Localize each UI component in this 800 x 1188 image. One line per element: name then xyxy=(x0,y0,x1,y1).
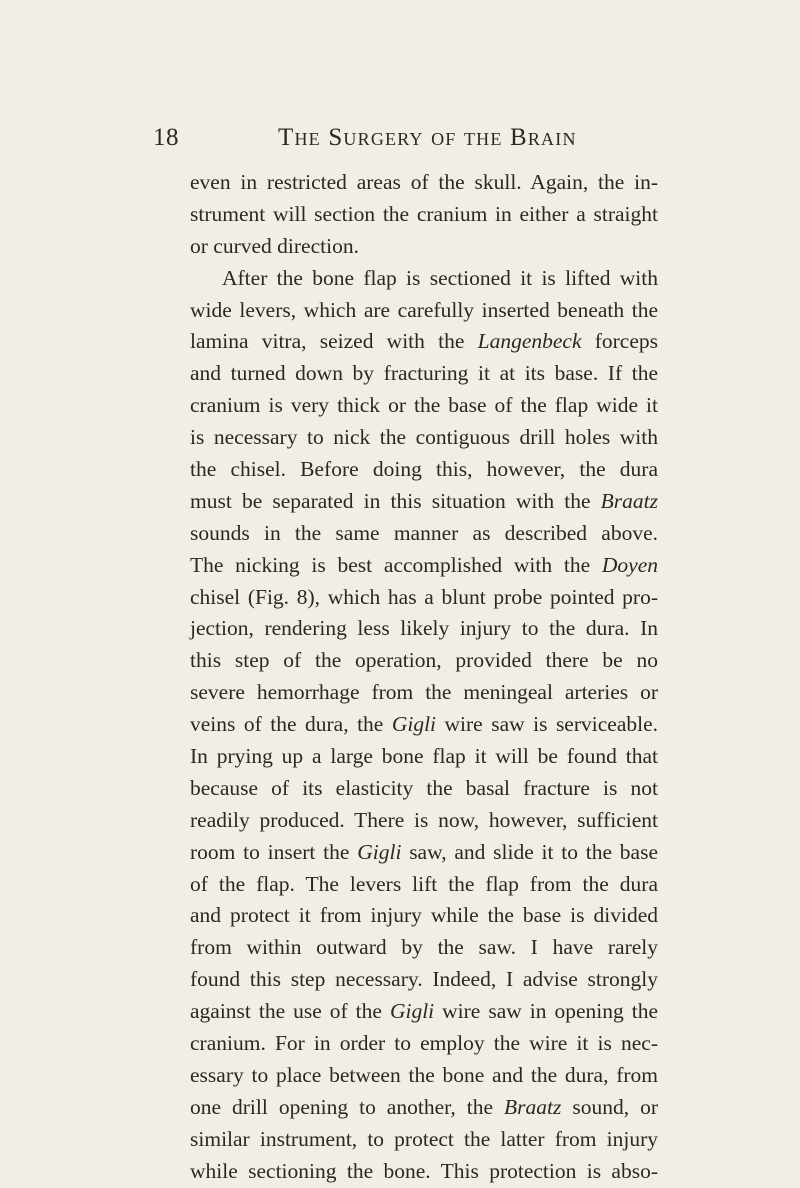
text-line xyxy=(190,454,658,486)
italic-term: Gigli xyxy=(357,839,402,864)
italic-term: Braatz xyxy=(600,488,658,513)
page-number: 18 xyxy=(153,124,179,151)
italic-term: Braatz xyxy=(504,1094,562,1119)
text-line xyxy=(190,518,658,550)
text-run: and turned down by fracturing it at its base. If the xyxy=(190,361,658,386)
text-line xyxy=(190,932,658,964)
text-run: jection, rendering less likely injury to the dura. In xyxy=(190,616,658,641)
text-run: must be separated in this situation with the xyxy=(190,488,601,513)
text-line xyxy=(190,1124,658,1156)
text-run: one drill opening to another, the xyxy=(190,1094,505,1119)
text-run: against the use of the xyxy=(190,999,390,1024)
text-line xyxy=(190,390,658,422)
text-run: After the bone flap is sectioned it is lifted with xyxy=(222,265,658,290)
text-run: saw, and slide it to the base xyxy=(401,839,659,864)
text-line xyxy=(190,1156,658,1188)
text-line xyxy=(190,964,658,996)
text-run: lamina vitra, seized with the xyxy=(190,329,478,354)
text-run: readily produced. There is now, however, sufficient xyxy=(190,807,658,832)
text-line xyxy=(190,1092,658,1124)
text-line xyxy=(190,199,658,231)
text-run: veins of the dura, the xyxy=(190,712,392,737)
text-run: essary to place between the bone and the dura, from xyxy=(190,1062,658,1087)
text-run: cranium. For in order to employ the wire it is nec- xyxy=(190,1031,658,1056)
text-line xyxy=(190,486,658,518)
body-text xyxy=(190,167,658,1188)
text-run: sound, or xyxy=(561,1094,658,1119)
text-run: severe hemorrhage from the meningeal arteries or xyxy=(190,680,658,705)
text-line xyxy=(190,613,658,645)
text-line xyxy=(190,326,658,358)
text-line xyxy=(190,550,658,582)
text-line xyxy=(190,231,658,263)
text-run: is necessary to nick the contiguous drill holes with xyxy=(190,425,658,450)
text-run: wire saw in opening the xyxy=(434,999,658,1024)
text-run: In prying up a large bone flap it will be found that xyxy=(190,744,658,769)
text-line xyxy=(190,869,658,901)
text-run: wide levers, which are carefully inserted beneath the xyxy=(190,297,658,322)
text-run: forceps xyxy=(581,329,658,354)
text-run: similar instrument, to protect the latter from injury xyxy=(190,1126,658,1151)
text-line xyxy=(190,1028,658,1060)
italic-term: Gigli xyxy=(391,712,437,737)
text-line xyxy=(190,709,658,741)
text-line xyxy=(190,773,658,805)
text-line xyxy=(190,805,658,837)
text-line xyxy=(190,167,658,199)
text-line xyxy=(190,645,658,677)
page-header xyxy=(153,124,713,164)
text-line xyxy=(190,1060,658,1092)
text-line xyxy=(190,677,658,709)
text-line xyxy=(190,263,658,295)
text-run: The nicking is best accomplished with the xyxy=(190,552,602,577)
text-run: wire saw is serviceable. xyxy=(436,712,659,737)
italic-term: Langenbeck xyxy=(477,329,582,354)
text-run: from within outward by the saw. I have rarely xyxy=(190,935,658,960)
text-line xyxy=(190,741,658,773)
text-run: the chisel. Before doing this, however, the dura xyxy=(190,457,658,482)
text-run: cranium is very thick or the base of the flap wide it xyxy=(190,393,658,418)
text-run: because of its elasticity the basal fracture is not xyxy=(190,775,658,800)
text-run: or curved direction. xyxy=(190,233,359,258)
text-run: room to insert the xyxy=(190,839,358,864)
text-line xyxy=(190,582,658,614)
text-run: chisel (Fig. 8), which has a blunt probe pointed pro- xyxy=(190,584,658,609)
text-run: while sectioning the bone. This protection is abso- xyxy=(190,1158,658,1183)
text-line xyxy=(190,900,658,932)
text-line xyxy=(190,837,658,869)
text-run: and protect it from injury while the base is divided xyxy=(190,903,658,928)
text-run: this step of the operation, provided there be no xyxy=(190,648,658,673)
text-run: of the flap. The levers lift the flap from the dura xyxy=(190,871,658,896)
italic-term: Doyen xyxy=(601,552,658,577)
text-run: sounds in the same manner as described above. xyxy=(190,520,658,545)
italic-term: Gigli xyxy=(389,999,435,1024)
text-line xyxy=(190,295,658,327)
text-line xyxy=(190,422,658,454)
text-run: strument will section the cranium in either a straight xyxy=(190,201,658,226)
running-head: The Surgery of the Brain xyxy=(278,124,577,151)
text-line xyxy=(190,996,658,1028)
text-run: found this step necessary. Indeed, I advise strongly xyxy=(190,967,658,992)
text-run: even in restricted areas of the skull. Again, the in- xyxy=(190,170,658,194)
text-line xyxy=(190,358,658,390)
